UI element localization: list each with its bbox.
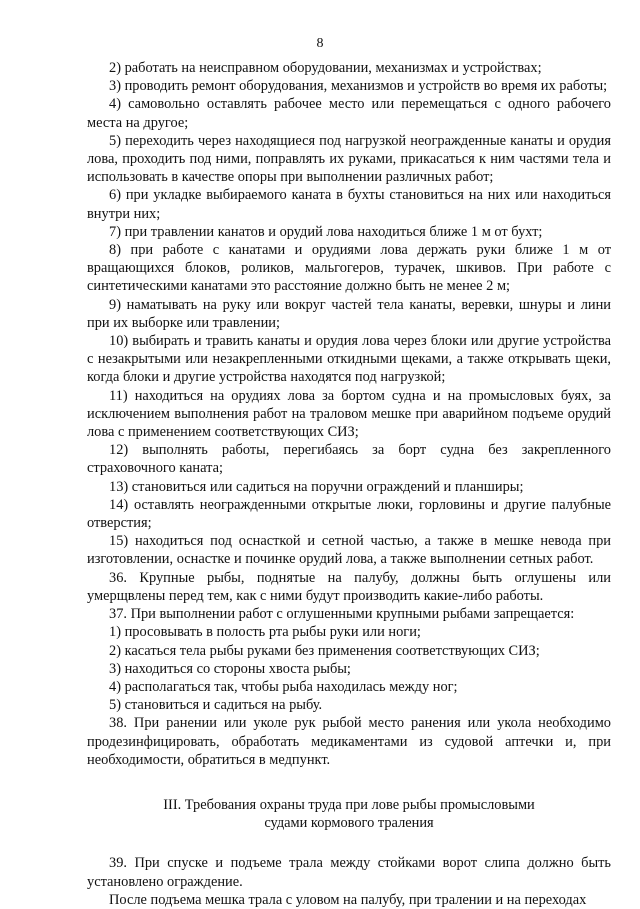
list-item: 15) находиться под оснасткой и сетной частью, а также в мешке невода при изготовлении, оснастке и починке орудий лова, а также выполнении сетных работ.: [87, 533, 611, 568]
list-item: 3) проводить ремонт оборудования, механизмов и устройств во время их работы;: [109, 78, 608, 95]
list-item: 4) располагаться так, чтобы рыба находилась между ног;: [109, 678, 458, 695]
list-item: 7) при травлении канатов и орудий лова находиться ближе 1 м от бухт;: [109, 223, 543, 240]
list-item: 13) становиться или садиться на поручни ограждений и планширы;: [109, 478, 524, 495]
list-item: 12) выполнять работы, перегибаясь за борт судна без закрепленного страховочного каната;: [87, 442, 611, 477]
list-item: 6) при укладке выбираемого каната в бухты становиться на них или находиться внутри них;: [87, 187, 611, 222]
list-item: 5) переходить через находящиеся под нагрузкой неогражденные канаты и орудия лова, проходить под ними, поправлять их руками, прикасаться к ним частями тела и использовать в качестве опоры при выполнении различных работ;: [87, 132, 611, 186]
list-item: 2) работать на неисправном оборудовании, механизмах и устройствах;: [109, 60, 542, 76]
list-item: 10) выбирать и травить канаты и орудия лова через блоки или другие устройства с незакрытыми или незакрепленными откидными щеками, а также открывать щеки, когда блоки и другие устройства находятся под нагрузкой;: [87, 333, 611, 386]
clause-paragraph: 36. Крупные рыбы, поднятые на палубу, должны быть оглушены или умерщвлены перед тем, как с ними будут производить какие-либо работы.: [87, 569, 611, 604]
list-item: 4) самовольно оставлять рабочее место или перемещаться с одного рабочего места на другое;: [87, 96, 611, 131]
section-heading-line-2: судами кормового траления: [264, 815, 434, 832]
page-number: 8: [316, 36, 324, 51]
list-item: 9) наматывать на руку или вокруг частей тела канаты, веревки, шнуры и лини при их выборке или травлении;: [87, 296, 611, 331]
list-item: 2) касаться тела рыбы руками без применения соответствующих СИЗ;: [109, 642, 540, 659]
list-item: 11) находиться на орудиях лова за бортом судна и на промысловых буях, за исключением выполнения работ на траловом мешке при аварийном подъеме орудий лова с применением соответствующих СИЗ;: [87, 387, 611, 441]
list-item: 1) просовывать в полость рта рыбы руки или ноги;: [109, 624, 421, 641]
document-body: [87, 59, 611, 909]
list-item: 5) становиться и садиться на рыбу.: [109, 697, 323, 714]
clause-paragraph: После подъема мешка трала с уловом на палубу, при тралении и на переходах: [109, 891, 587, 908]
list-item: 8) при работе с канатами и орудиями лова держать руки ближе 1 м от вращающихся блоков, роликов, мальгогеров, турачек, шкивов. При работе с синтетическими канатами это расстояние должно быть не менее 2 м;: [87, 242, 611, 295]
clause-paragraph: 38. При ранении или уколе рук рыбой место ранения или укола необходимо продезинфицировать, обработать медикаментами из судовой аптечки и, при необходимости, обратиться в медпункт.: [87, 715, 611, 768]
clause-paragraph: 37. При выполнении работ с оглушенными крупными рыбами запрещается:: [109, 606, 575, 623]
section-heading-line-1: III. Требования охраны труда при лове рыбы промысловыми: [163, 796, 535, 813]
clause-paragraph: 39. При спуске и подъеме трала между стойками ворот слипа должно быть установлено ограждение.: [87, 855, 611, 890]
list-item: 3) находиться со стороны хвоста рыбы;: [109, 660, 351, 677]
list-item: 14) оставлять неогражденными открытые люки, горловины и другие палубные отверстия;: [87, 496, 611, 532]
section-heading: [87, 796, 611, 832]
